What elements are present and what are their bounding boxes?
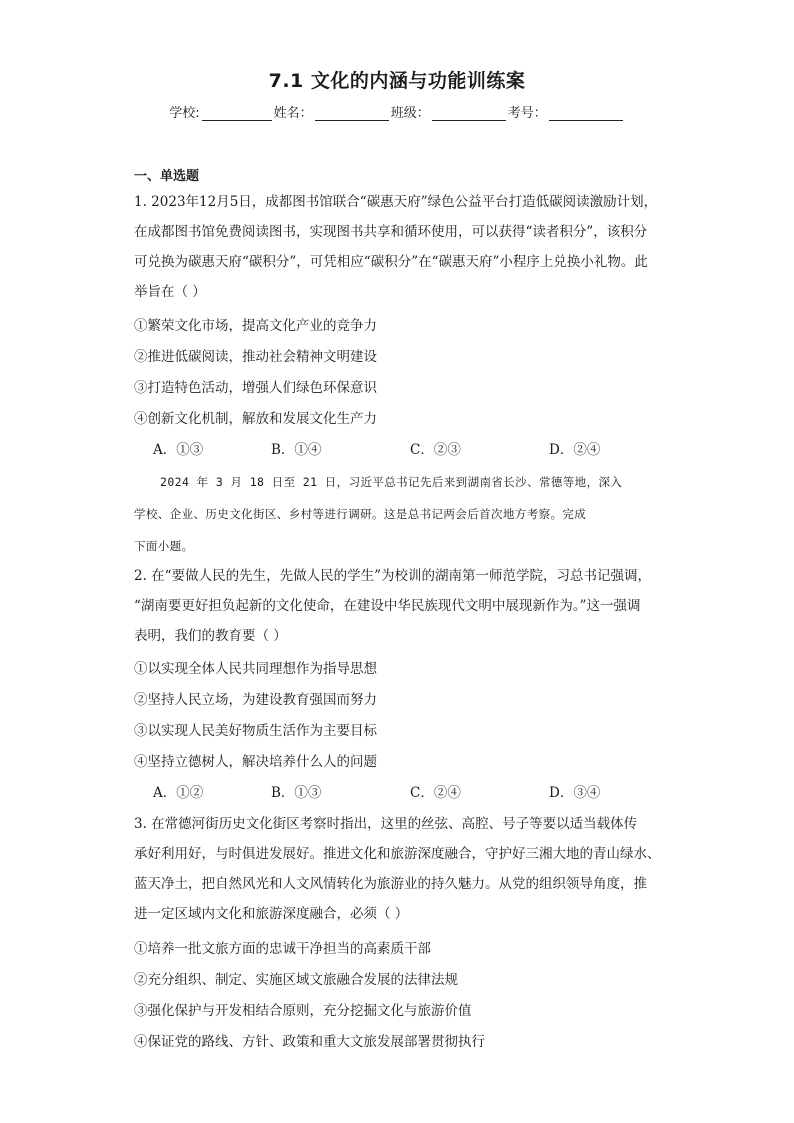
class-label: 班级：	[390, 106, 430, 121]
question-3-option: ①培养一批文旅方面的忠诚干净担当的高素质干部	[134, 941, 431, 957]
choice-c[interactable]: C．②③	[410, 442, 461, 458]
class-blank[interactable]	[432, 106, 506, 121]
choice-a[interactable]: A．①③	[153, 442, 204, 458]
material-line: 下面小题。	[134, 539, 194, 553]
question-line: 1. 2023年12月5日，成都图书馆联合“碳惠天府”绿色公益平台打造低碳阅读激励计划，	[134, 194, 658, 210]
choice-a[interactable]: A．①②	[153, 785, 204, 801]
question-2-option: ④坚持立德树人，解决培养什么人的问题	[134, 754, 377, 770]
question-1-option: ③打造特色活动，增强人们绿色环保意识	[134, 380, 377, 396]
exam-number-label: 考号：	[507, 106, 547, 121]
section-title: 一、单选题	[134, 169, 200, 184]
reading-material	[134, 466, 674, 562]
material-line: 学校、企业、历史文化街区、乡村等进行调研。这是总书记两会后首次地方考察。完成	[134, 507, 587, 521]
question-1-option: ①繁荣文化市场，提高文化产业的竞争力	[134, 318, 377, 334]
question-line: 3. 在常德河街历史文化街区考察时指出，这里的丝弦、高腔、号子等要以适当载体传	[134, 816, 638, 832]
question-2-option: ③以实现人民美好物质生活作为主要目标	[134, 723, 377, 739]
choice-c[interactable]: C．②④	[410, 785, 461, 801]
page-title: 7.1 文化的内涵与功能训练案	[268, 70, 526, 92]
exam-number-blank[interactable]	[549, 106, 623, 121]
question-3-option: ③强化保护与开发相结合原则，充分挖掘文化与旅游价值	[134, 1003, 472, 1019]
student-info-line	[0, 102, 794, 121]
question-1-stem	[134, 187, 674, 307]
question-2-option: ①以实现全体人民共同理想作为指导思想	[134, 661, 377, 677]
question-3-option: ④保证党的路线、方针、政策和重大文旅发展部署贯彻执行	[134, 1034, 485, 1050]
school-blank[interactable]	[202, 106, 272, 121]
choice-b[interactable]: B．①④	[271, 442, 322, 458]
name-label: 姓名：	[273, 106, 313, 121]
question-line: 2. 在“要做人民的先生，先做人民的学生”为校训的湖南第一师范学院，习总书记强调，	[134, 568, 651, 584]
school-label: 学校:	[169, 106, 200, 121]
question-line: 承好利用好，与时俱进发展好。推进文化和旅游深度融合，守护好三湘大地的青山绿水、	[134, 846, 661, 862]
question-line: 表明，我们的教育要（ ）	[134, 628, 287, 644]
question-line: 在成都图书馆免费阅读图书，实现图书共享和循环使用，可以获得“读者积分”，该积分	[134, 224, 648, 240]
question-line: “湖南要更好担负起新的文化使命，在建设中华民族现代文明中展现新作为。”这一强调	[134, 598, 641, 614]
question-line: 蓝天净土，把自然风光和人文风情转化为旅游业的持久魅力。从党的组织领导角度，推	[134, 876, 647, 892]
question-line: 可兑换为碳惠天府“碳积分”，可凭相应“碳积分”在“碳惠天府”小程序上兑换小礼物。此	[134, 254, 648, 270]
question-3-stem	[134, 809, 674, 929]
choice-d[interactable]: D．③④	[549, 785, 601, 801]
question-1-option: ②推进低碳阅读，推动社会精神文明建设	[134, 349, 377, 365]
question-line: 举旨在（ ）	[134, 284, 206, 300]
name-blank[interactable]	[315, 106, 389, 121]
question-2-stem	[134, 561, 674, 651]
question-3-option: ②充分组织、制定、实施区域文旅融合发展的法律法规	[134, 972, 458, 988]
choice-b[interactable]: B．①③	[271, 785, 322, 801]
material-line: 2024 年 3 月 18 日至 21 日，习近平总书记先后来到湖南省长沙、常德等地，深入	[160, 475, 623, 489]
question-2-option: ②坚持人民立场，为建设教育强国而努力	[134, 692, 377, 708]
choice-d[interactable]: D．②④	[549, 442, 601, 458]
question-line: 进一定区域内文化和旅游深度融合，必须（ ）	[134, 906, 409, 922]
question-1-option: ④创新文化机制，解放和发展文化生产力	[134, 411, 377, 427]
